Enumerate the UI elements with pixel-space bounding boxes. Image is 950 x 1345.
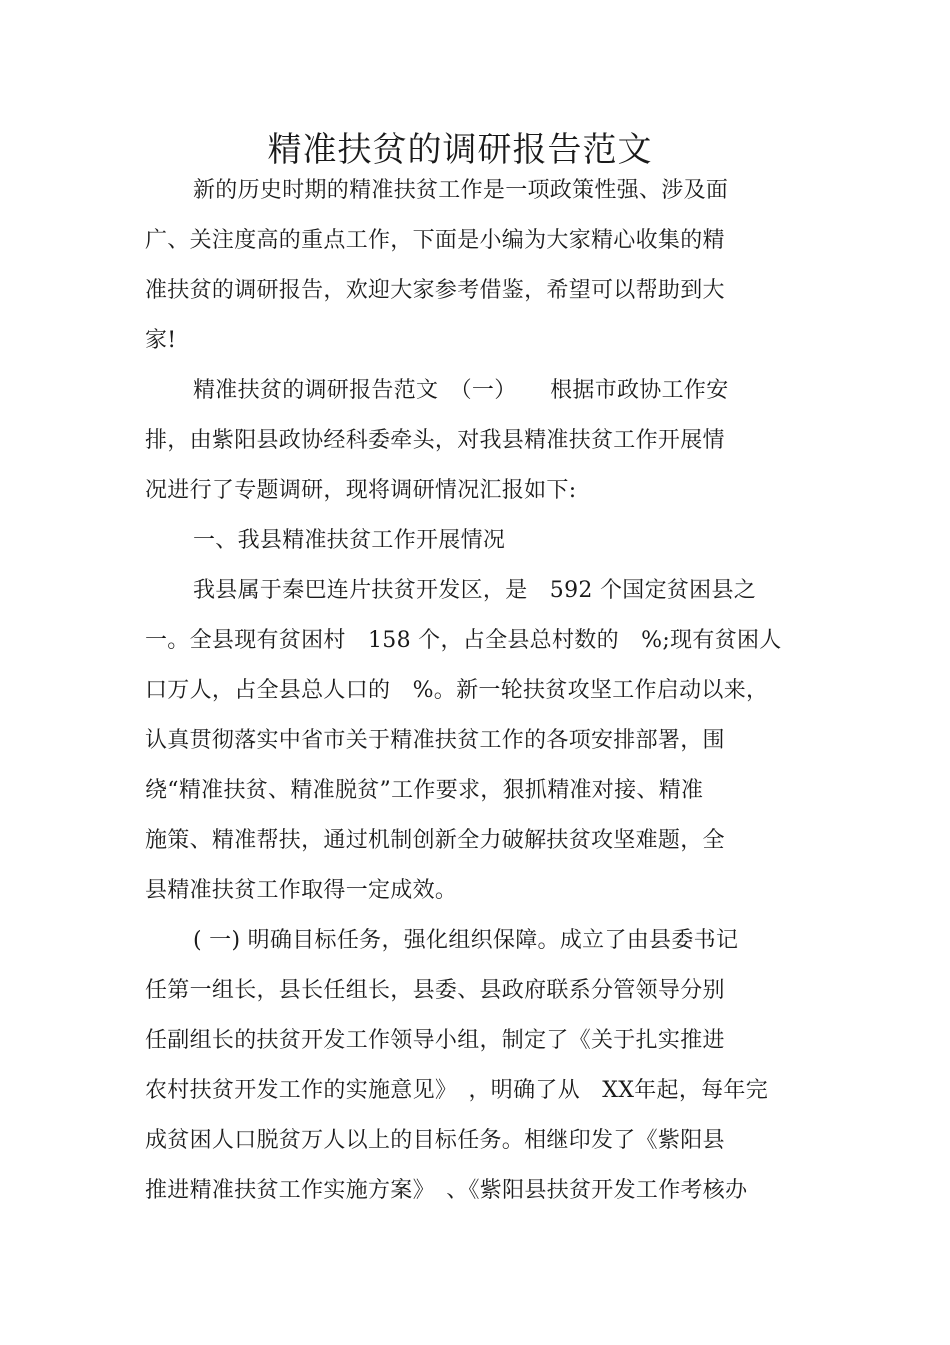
body-line: 况进行了专题调研，现将调研情况汇报如下: bbox=[145, 478, 577, 503]
body-line: 推进精准扶贫工作实施方案》 、《紫阳县扶贫开发工作考核办 bbox=[145, 1178, 748, 1203]
body-line: 新的历史时期的精准扶贫工作是一项政策性强、涉及面 bbox=[193, 178, 729, 203]
body-line: 成贫困人口脱贫万人以上的目标任务。相继印发了《紫阳县 bbox=[145, 1128, 725, 1153]
body-line: 任副组长的扶贫开发工作领导小组，制定了《关于扎实推进 bbox=[145, 1028, 725, 1053]
document-title: 精准扶贫的调研报告范文 bbox=[267, 130, 653, 170]
body-line: 认真贯彻落实中省市关于精准扶贫工作的各项安排部署，围 bbox=[145, 728, 725, 753]
body-line: 农村扶贫开发工作的实施意见》 ，明确了从 XX年起，每年完 bbox=[145, 1078, 769, 1103]
body-line: 排，由紫阳县政协经科委牵头，对我县精准扶贫工作开展情 bbox=[145, 428, 725, 453]
body-line: 任第一组长，县长任组长，县委、县政府联系分管领导分别 bbox=[145, 978, 725, 1003]
body-line: ( 一) 明确目标任务，强化组织保障。成立了由县委书记 bbox=[193, 928, 739, 953]
body-line: 一。全县现有贫困村 158 个，占全县总村数的 %;现有贫困人 bbox=[145, 628, 782, 653]
body-line: 绕“精准扶贫、精准脱贫”工作要求，狠抓精准对接、精准 bbox=[145, 778, 704, 803]
body-line: 精准扶贫的调研报告范文 （一） 根据市政协工作安 bbox=[193, 378, 729, 403]
body-line: 家! bbox=[145, 328, 177, 353]
body-line: 准扶贫的调研报告，欢迎大家参考借鉴，希望可以帮助到大 bbox=[145, 278, 725, 303]
body-line: 施策、精准帮扶，通过机制创新全力破解扶贫攻坚难题，全 bbox=[145, 828, 725, 853]
body-line: 口万人，占全县总人口的 %。新一轮扶贫攻坚工作启动以来， bbox=[145, 678, 769, 703]
body-line: 我县属于秦巴连片扶贫开发区，是 592 个国定贫困县之 bbox=[193, 578, 757, 603]
body-line: 广、关注度高的重点工作，下面是小编为大家精心收集的精 bbox=[145, 228, 725, 253]
body-line: 县精准扶贫工作取得一定成效。 bbox=[145, 878, 458, 903]
section-heading: 一、我县精准扶贫工作开展情况 bbox=[193, 528, 506, 553]
